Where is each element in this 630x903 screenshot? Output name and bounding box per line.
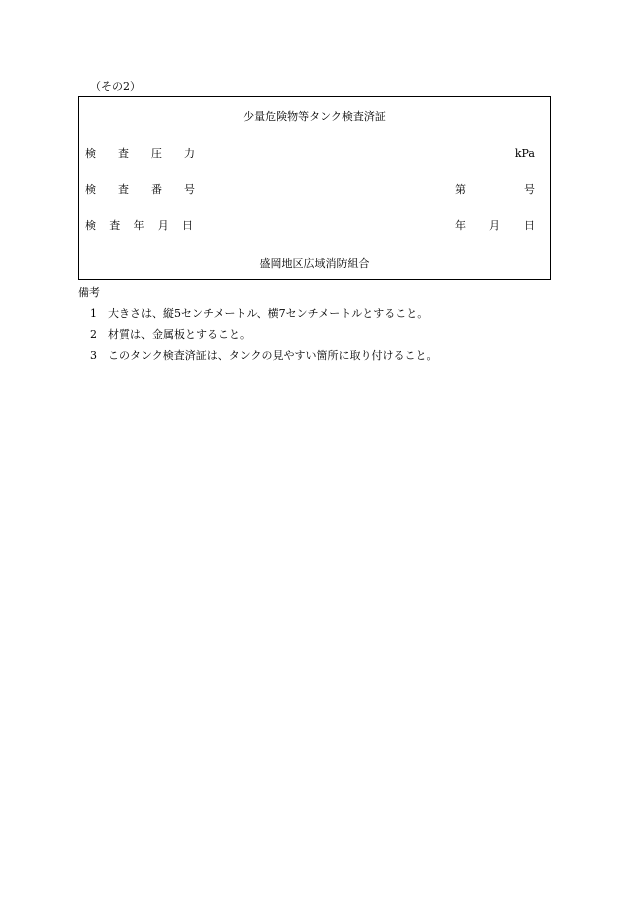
date-label (85, 219, 193, 233)
label-char: 号 (184, 183, 195, 196)
date-month-char: 月 (489, 219, 500, 232)
label-char: 日 (182, 219, 193, 232)
note-number: 2 (90, 328, 97, 341)
notes-heading: 備考 (78, 286, 100, 299)
date-day-char: 日 (524, 219, 535, 232)
date-year-char: 年 (455, 219, 466, 232)
certificate-title: 少量危険物等タンク検査済証 (243, 110, 386, 123)
number-suffix: 号 (524, 183, 535, 196)
label-char: 年 (133, 219, 145, 232)
number-prefix: 第 (455, 183, 466, 196)
label-char: 査 (109, 219, 121, 232)
label-char: 査 (118, 147, 129, 160)
form-caption: （その2） (90, 80, 141, 93)
number-label (85, 183, 195, 197)
label-char: 査 (118, 183, 129, 196)
label-char: 番 (151, 183, 162, 196)
note-number: 1 (90, 307, 97, 320)
date-row (79, 219, 550, 233)
note-text: 材質は、金属板とすること。 (108, 328, 251, 341)
label-char: 検 (85, 219, 96, 232)
note-text: 大きさは、縦5センチメートル、横7センチメートルとすること。 (108, 307, 429, 320)
note-text: このタンク検査済証は、タンクの見やすい箇所に取り付けること。 (108, 349, 438, 362)
pressure-row (79, 147, 550, 161)
label-char: 検 (85, 183, 96, 196)
label-char: 圧 (151, 147, 162, 160)
note-item (90, 349, 438, 370)
certificate-issuer: 盛岡地区広域消防組合 (259, 257, 370, 270)
certificate-box (78, 96, 551, 280)
number-row (79, 183, 550, 197)
label-char: 月 (157, 219, 169, 232)
note-number: 3 (90, 349, 97, 362)
pressure-unit: kPa (514, 147, 535, 160)
label-char: 検 (85, 147, 96, 160)
notes-list (90, 307, 438, 370)
label-char: 力 (184, 147, 195, 160)
note-item (90, 307, 438, 328)
pressure-label (85, 147, 195, 161)
note-item (90, 328, 438, 349)
